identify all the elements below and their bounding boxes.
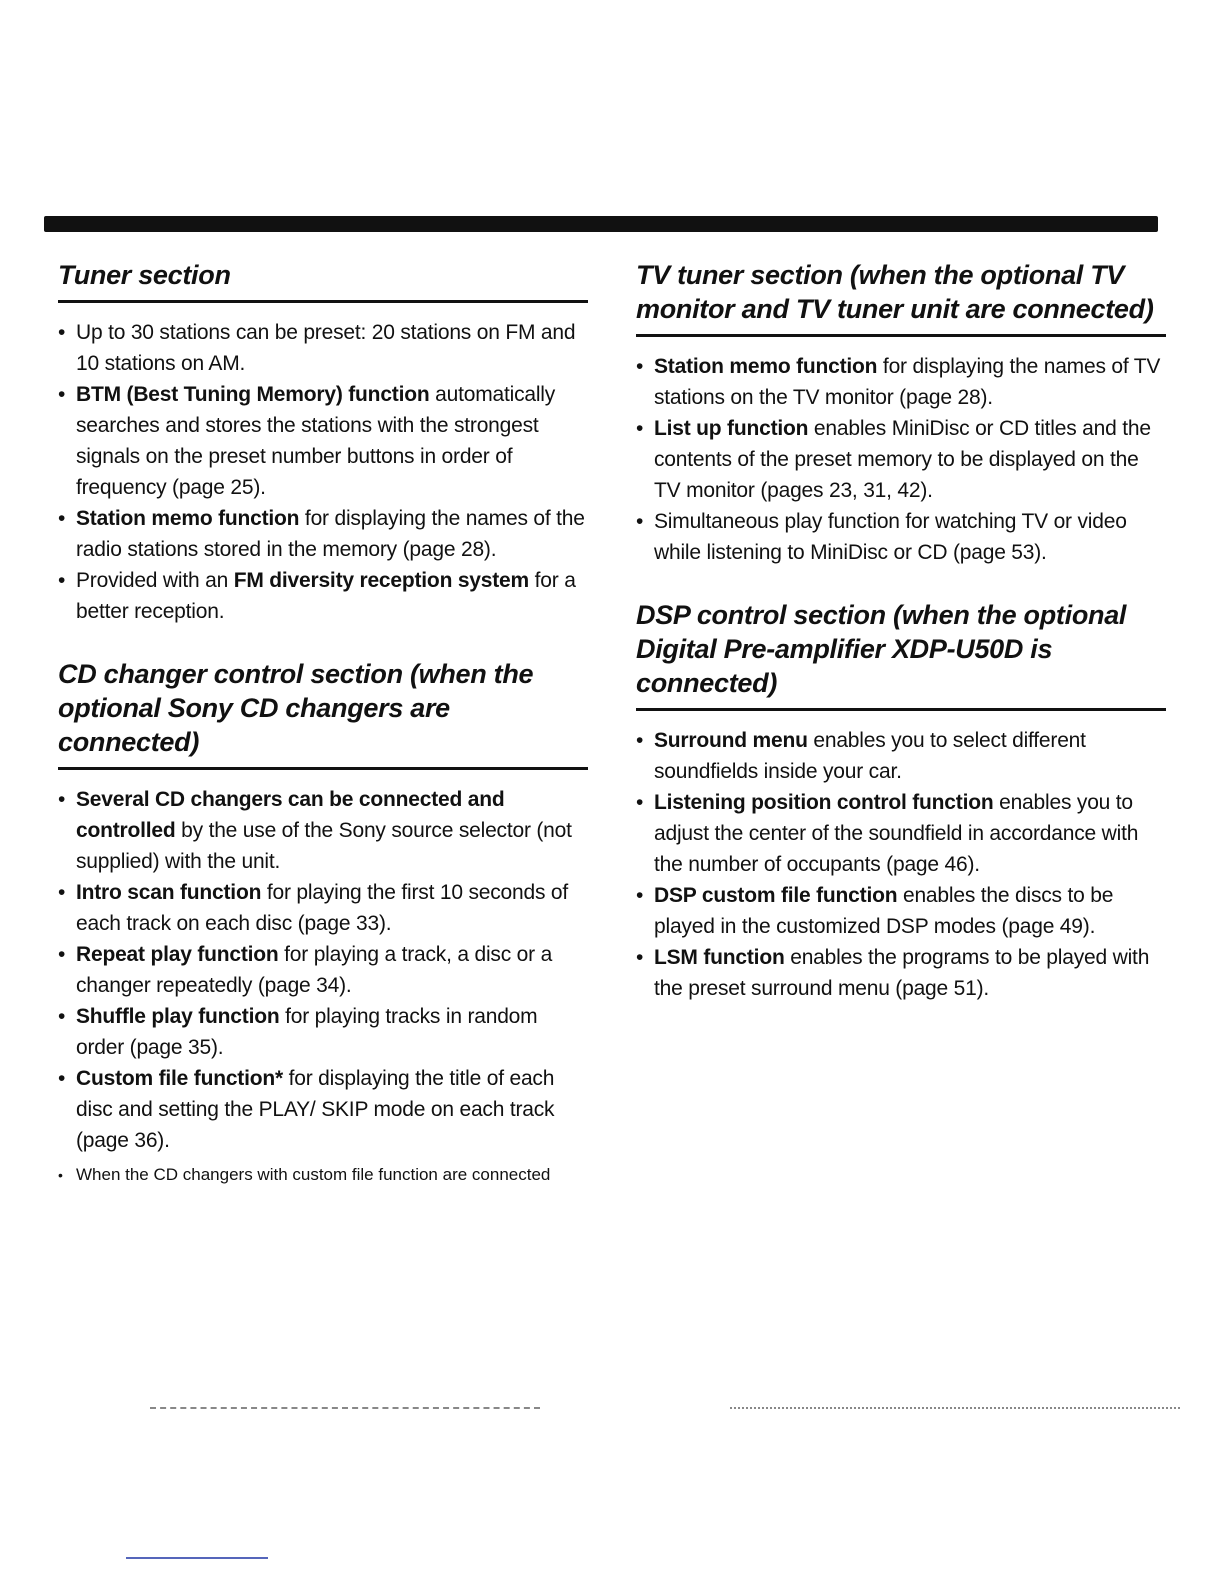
feature-description: Simultaneous play function for watching TV or video while listening to MiniDisc or CD (page 53).: [654, 510, 1127, 564]
feature-description: by the use of the Sony source selector (not supplied) with the unit.: [76, 819, 572, 873]
feature-description: Up to 30 stations can be preset: 20 stations on FM and 10 stations on AM.: [76, 321, 576, 375]
right-column: [636, 258, 1166, 1034]
scan-artifact-right: [730, 1407, 1180, 1409]
tuner-section: [58, 258, 588, 627]
feature-description: enables you to adjust the center of the soundfield in accordance with the number of occupants (page 46).: [654, 791, 1139, 876]
feature-name: Repeat play function: [76, 943, 279, 966]
feature-description: for displaying the names of the radio stations stored in the memory (page 28).: [76, 507, 585, 561]
feature-prefix: Provided with an: [76, 569, 234, 592]
tuner-feature-list: [58, 317, 588, 627]
feature-name: List up function: [654, 417, 809, 440]
list-item: [636, 880, 1166, 942]
feature-description: enables MiniDisc or CD titles and the contents of the preset memory to be displayed on the TV monitor (pages 23, 31, 42).: [654, 417, 1151, 502]
feature-description: enables you to select different soundfields inside your car.: [654, 729, 1086, 783]
list-item: [58, 1063, 588, 1156]
list-item: [636, 506, 1166, 568]
feature-name: Several CD changers can be connected and controlled: [76, 788, 505, 842]
list-item: [636, 725, 1166, 787]
feature-name: Listening position control function: [654, 791, 994, 814]
list-item: [58, 317, 588, 379]
cd-changer-section: [58, 657, 588, 1186]
feature-name: BTM (Best Tuning Memory) function: [76, 383, 430, 406]
feature-description: enables the programs to be played with the preset surround menu (page 51).: [654, 946, 1150, 1000]
feature-name: DSP custom file function: [654, 884, 898, 907]
feature-description: for displaying the title of each disc and setting the PLAY/ SKIP mode on each track (page 36).: [76, 1067, 555, 1152]
dsp-control-section: [636, 598, 1166, 1004]
feature-description: enables the discs to be played in the customized DSP modes (page 49).: [654, 884, 1114, 938]
feature-description: for playing the first 10 seconds of each track on each disc (page 33).: [76, 881, 569, 935]
list-item: [636, 942, 1166, 1004]
tv-tuner-section: [636, 258, 1166, 568]
list-item: [58, 877, 588, 939]
tv-tuner-feature-list: [636, 351, 1166, 568]
feature-description: for a better reception.: [76, 569, 576, 623]
feature-name: Station memo function: [76, 507, 300, 530]
list-item: [58, 503, 588, 565]
feature-name: Station memo function: [654, 355, 878, 378]
feature-name: Intro scan function: [76, 881, 262, 904]
feature-name: LSM function: [654, 946, 785, 969]
footnote: • When the CD changers with custom file function are connected: [58, 1164, 596, 1186]
list-item: [58, 1001, 588, 1063]
list-item: [636, 787, 1166, 880]
dsp-feature-list: [636, 725, 1166, 1004]
tv-tuner-section-title: TV tuner section (when the optional TV monitor and TV tuner unit are connected): [636, 258, 1166, 337]
scan-artifact-left: [150, 1407, 540, 1409]
list-item: [636, 351, 1166, 413]
feature-description: for playing tracks in random order (page 35).: [76, 1005, 538, 1059]
feature-description: automatically searches and stores the stations with the strongest signals on the preset number buttons in order of frequency (page 25).: [76, 383, 556, 499]
feature-description: for playing a track, a disc or a changer repeatedly (page 34).: [76, 943, 553, 997]
dsp-control-section-title: DSP control section (when the optional Digital Pre-amplifier XDP-U50D is connected): [636, 598, 1166, 711]
cd-changer-feature-list: [58, 784, 588, 1156]
list-item: [58, 784, 588, 877]
cd-changer-section-title: CD changer control section (when the optional Sony CD changers are connected): [58, 657, 588, 770]
bottom-rule: [126, 1557, 268, 1559]
tuner-section-title: Tuner section: [58, 258, 588, 303]
left-column: [58, 258, 588, 1216]
list-item: [58, 939, 588, 1001]
feature-name: FM diversity reception system: [233, 569, 530, 592]
list-item: [58, 565, 588, 627]
list-item: [58, 379, 588, 503]
feature-name: Custom file function*: [76, 1067, 283, 1090]
feature-description: for displaying the names of TV stations on the TV monitor (page 28).: [654, 355, 1161, 409]
feature-name: Surround menu: [654, 729, 808, 752]
feature-name: Shuffle play function: [76, 1005, 280, 1028]
list-item: [636, 413, 1166, 506]
top-rule: [44, 216, 1158, 232]
